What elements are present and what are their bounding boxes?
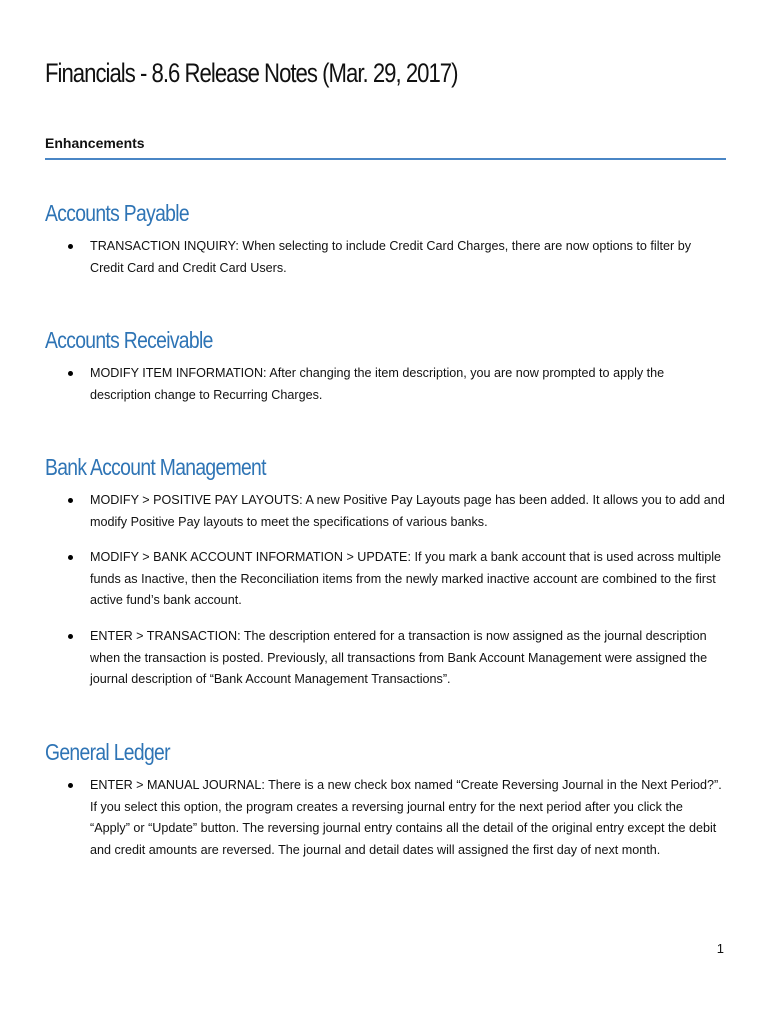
bullet-icon bbox=[68, 783, 73, 788]
section-bank-account-management bbox=[45, 453, 725, 691]
section-title: Accounts Receivable bbox=[45, 327, 213, 353]
bullet-list bbox=[45, 490, 725, 691]
list-item bbox=[45, 490, 725, 533]
bullet-icon bbox=[68, 371, 73, 376]
list-item-text: MODIFY > POSITIVE PAY LAYOUTS: A new Positive Pay Layouts page has been added. It allows you to add and modify Positive Pay layouts to meet the specifications of various banks. bbox=[90, 493, 725, 529]
bullet-icon bbox=[68, 244, 73, 249]
list-item-text: MODIFY > BANK ACCOUNT INFORMATION > UPDATE: If you mark a bank account that is used across multiple funds as Inactive, then the Reconciliation items from the newly marked inactive account are combined to the first active fund’s bank account. bbox=[90, 550, 722, 608]
page-number: 1 bbox=[716, 941, 724, 956]
section-accounts-payable bbox=[45, 199, 725, 279]
list-item bbox=[45, 547, 725, 612]
document-title: Financials - 8.6 Release Notes (Mar. 29, 2017) bbox=[45, 58, 458, 88]
bullet-list bbox=[45, 775, 725, 861]
section-title: Accounts Payable bbox=[45, 200, 189, 226]
section-general-ledger bbox=[45, 738, 725, 861]
list-item bbox=[45, 363, 725, 406]
section-title: Bank Account Management bbox=[45, 454, 266, 480]
list-item bbox=[45, 626, 725, 691]
list-item-text: TRANSACTION INQUIRY: When selecting to include Credit Card Charges, there are now options to filter by Credit Card and Credit Card Users. bbox=[90, 239, 692, 275]
bullet-list bbox=[45, 363, 725, 406]
bullet-icon bbox=[68, 498, 73, 503]
list-item-text: ENTER > TRANSACTION: The description entered for a transaction is now assigned as the journal description when the transaction is posted. Previously, all transactions from Bank Account Management were assigned the journal description of “Bank Account Management Transactions”. bbox=[90, 628, 708, 687]
bullet-list bbox=[45, 236, 725, 279]
bullet-icon bbox=[68, 555, 73, 560]
section-title: General Ledger bbox=[45, 739, 170, 765]
list-item bbox=[45, 775, 725, 861]
section-accounts-receivable bbox=[45, 326, 725, 406]
list-item bbox=[45, 236, 725, 279]
list-item-text: ENTER > MANUAL JOURNAL: There is a new check box named “Create Reversing Journal in the Next Period?”. If you select this option, the program creates a reversing journal entry for the next period after you click the “Apply” or “Update” button. The reversing journal entry contains all the detail of the original entry except the debit and credit amounts are reversed. The journal and detail dates will assigned the first day of next month. bbox=[90, 778, 722, 857]
list-item-text: MODIFY ITEM INFORMATION: After changing the item description, you are now prompted to apply the description change to Recurring Charges. bbox=[90, 366, 665, 402]
enhancements-heading: Enhancements bbox=[45, 135, 145, 151]
heading-rule bbox=[45, 158, 726, 160]
bullet-icon bbox=[68, 634, 73, 639]
